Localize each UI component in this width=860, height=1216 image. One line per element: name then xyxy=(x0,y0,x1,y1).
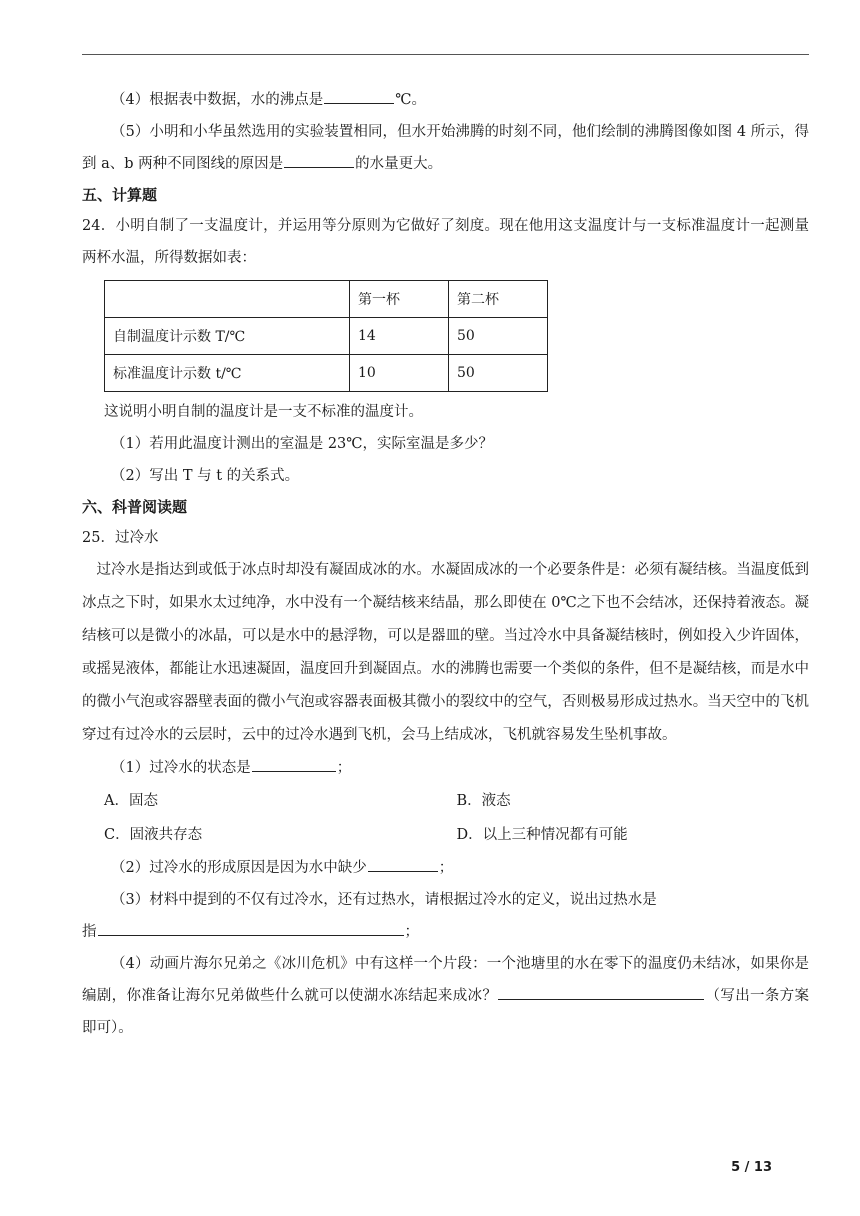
q25-passage: 过冷水是指达到或低于冰点时却没有凝固成冰的水。水凝固成冰的一个必要条件是：必须有凝结核。当温度低到冰点之下时，如果水太过纯净，水中没有一个凝结核来结晶，那么即使在 0℃之下也不会结冰，还保持着液态。凝结核可以是微小的冰晶，可以是水中的悬浮物，可以是器皿的壁。当过冷水中具备凝结核时，例如投入少许固体，或摇晃液体，都能让水迅速凝固，温度回升到凝固点。水的沸腾也需要一个类似的条件，但不是凝结核，而是水中的微小气泡或容器壁表面的微小气泡或容器表面极其微小的裂纹中的空气，否则极易形成过热水。当天空中的飞机穿过有过冷水的云层时，云中的过冷水遇到飞机，会马上结成冰，飞机就容易发生坠机事故。 xyxy=(82,562,809,743)
answer-blank[interactable] xyxy=(498,984,704,1000)
table-header-cell xyxy=(105,281,350,318)
q25-sub1: （1）过冷水的状态是 ； xyxy=(82,752,809,784)
table-cell: 标准温度计示数 t/℃ xyxy=(105,355,350,392)
table-header-cell: 第二杯 xyxy=(449,281,548,318)
answer-blank[interactable] xyxy=(368,856,438,872)
table-row xyxy=(105,355,548,392)
option-d[interactable]: D．以上三种情况都有可能 xyxy=(456,827,628,843)
table-cell: 自制温度计示数 T/℃ xyxy=(105,318,350,355)
q25-sub3-line2: 指 ； xyxy=(82,916,809,948)
table-row xyxy=(105,318,548,355)
option-b[interactable]: B．液态 xyxy=(456,793,511,809)
q24-note: 这说明小明自制的温度计是一支不标准的温度计。 xyxy=(104,404,423,420)
q24-data-table xyxy=(104,280,548,392)
table-header-row xyxy=(105,281,548,318)
answer-blank[interactable] xyxy=(324,88,394,104)
table-cell: 50 xyxy=(449,355,548,392)
q25-sub3-line1: （3）材料中提到的不仅有过冷水，还有过热水，请根据过冷水的定义，说出过热水是 xyxy=(111,892,657,908)
table-cell: 14 xyxy=(350,318,449,355)
page-number: 5 / 13 xyxy=(731,1160,772,1175)
q23-part5: （5）小明和小华虽然选用的实验装置相同，但水开始沸腾的时刻不同，他们绘制的沸腾图像如图 4 所示，得到 a、b 两种不同图线的原因是 的水量更大。 xyxy=(82,124,809,172)
q24-sub1: （1）若用此温度计测出的室温是 23℃，实际室温是多少？ xyxy=(111,436,494,452)
table-cell: 50 xyxy=(449,318,548,355)
q23-part4: （4）根据表中数据，水的沸点是 ℃。 xyxy=(82,84,809,116)
table-header-cell: 第一杯 xyxy=(350,281,449,318)
table-cell: 10 xyxy=(350,355,449,392)
answer-blank[interactable] xyxy=(252,756,336,772)
header-rule xyxy=(82,54,809,55)
q25-options-row-1 xyxy=(104,784,809,818)
q24-intro: 24．小明自制了一支温度计，并运用等分原则为它做好了刻度。现在他用这支温度计与一支标准温度计一起测量两杯水温，所得数据如表： xyxy=(82,218,809,266)
q25-sub4: （4）动画片海尔兄弟之《冰川危机》中有这样一个片段：一个池塘里的水在零下的温度仍未结冰，如果你是编剧，你准备让海尔兄弟做些什么就可以使湖水冻结起来成冰？ （写出一条方案即可）。 xyxy=(82,956,810,1036)
q24-sub2: （2）写出 T 与 t 的关系式。 xyxy=(111,468,300,484)
answer-blank[interactable] xyxy=(284,152,354,168)
q25-options-row-2 xyxy=(104,818,809,852)
document-body xyxy=(82,84,809,1044)
q25-sub2: （2）过冷水的形成原因是因为水中缺少 ； xyxy=(82,852,809,884)
answer-blank[interactable] xyxy=(98,920,404,936)
q25-title: 25．过冷水 xyxy=(82,530,159,546)
section-title-calculation: 五、计算题 xyxy=(82,186,158,204)
option-a[interactable]: A．固态 xyxy=(104,793,158,809)
option-c[interactable]: C．固液共存态 xyxy=(104,827,203,843)
section-title-reading: 六、科普阅读题 xyxy=(82,498,188,516)
